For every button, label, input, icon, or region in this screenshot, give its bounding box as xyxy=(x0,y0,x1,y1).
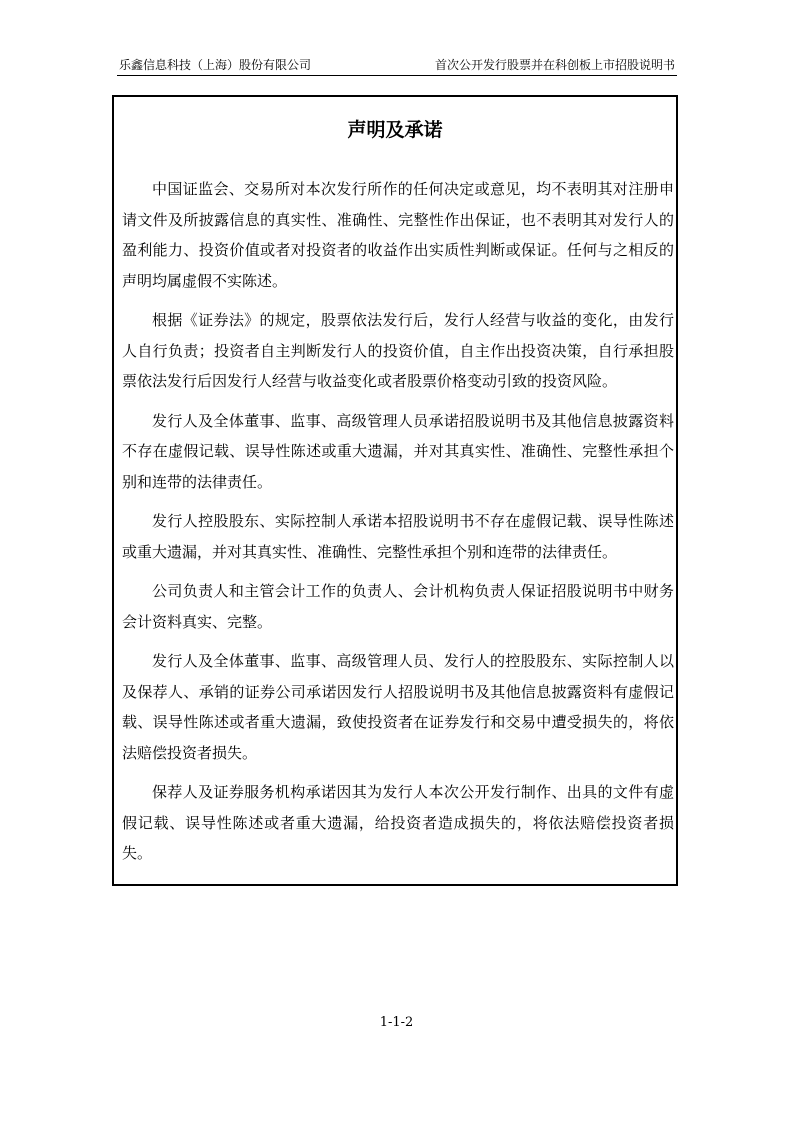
statement-paragraph: 发行人及全体董事、监事、高级管理人员承诺招股说明书及其他信息披露资料不存在虚假记载、误导性陈述或重大遗漏，并对其真实性、准确性、完整性承担个别和连带的法律责任。 xyxy=(122,411,674,491)
statement-box xyxy=(112,95,678,886)
statement-title: 声明及承诺 xyxy=(347,119,443,141)
statement-paragraph: 保荐人及证券服务机构承诺因其为发行人本次公开发行制作、出具的文件有虚假记载、误导性陈述或者重大遗漏，给投资者造成损失的，将依法赔偿投资者损失。 xyxy=(122,783,674,862)
header-company-name: 乐鑫信息科技（上海）股份有限公司 xyxy=(119,58,312,72)
page-number: 1-1-2 xyxy=(379,1015,414,1030)
statement-paragraph: 中国证监会、交易所对本次发行所作的任何决定或意见，均不表明其对注册申请文件及所披露信息的真实性、准确性、完整性作出保证，也不表明其对发行人的盈利能力、投资价值或者对投资者的收益作出实质性判断或保证。任何与之相反的声明均属虚假不实陈述。 xyxy=(122,180,674,290)
statement-paragraph: 公司负责人和主管会计工作的负责人、会计机构负责人保证招股说明书中财务会计资料真实、完整。 xyxy=(122,582,674,631)
header-document-title: 首次公开发行股票并在科创板上市招股说明书 xyxy=(434,58,675,72)
statement-body xyxy=(122,174,674,878)
statement-paragraph: 根据《证券法》的规定，股票依法发行后，发行人经营与收益的变化，由发行人自行负责；投资者自主判断发行人的投资价值，自主作出投资决策，自行承担股票依法发行后因发行人经营与收益变化或者股票价格变动引致的投资风险。 xyxy=(122,311,674,390)
statement-paragraph: 发行人控股股东、实际控制人承诺本招股说明书不存在虚假记载、误导性陈述或重大遗漏，并对其真实性、准确性、完整性承担个别和连带的法律责任。 xyxy=(122,512,674,561)
statement-paragraph: 发行人及全体董事、监事、高级管理人员、发行人的控股股东、实际控制人以及保荐人、承销的证券公司承诺因发行人招股说明书及其他信息披露资料有虚假记载、误导性陈述或者重大遗漏，致使投资者在证券发行和交易中遭受损失的，将依法赔偿投资者损失。 xyxy=(122,652,674,762)
page-header xyxy=(117,57,677,76)
